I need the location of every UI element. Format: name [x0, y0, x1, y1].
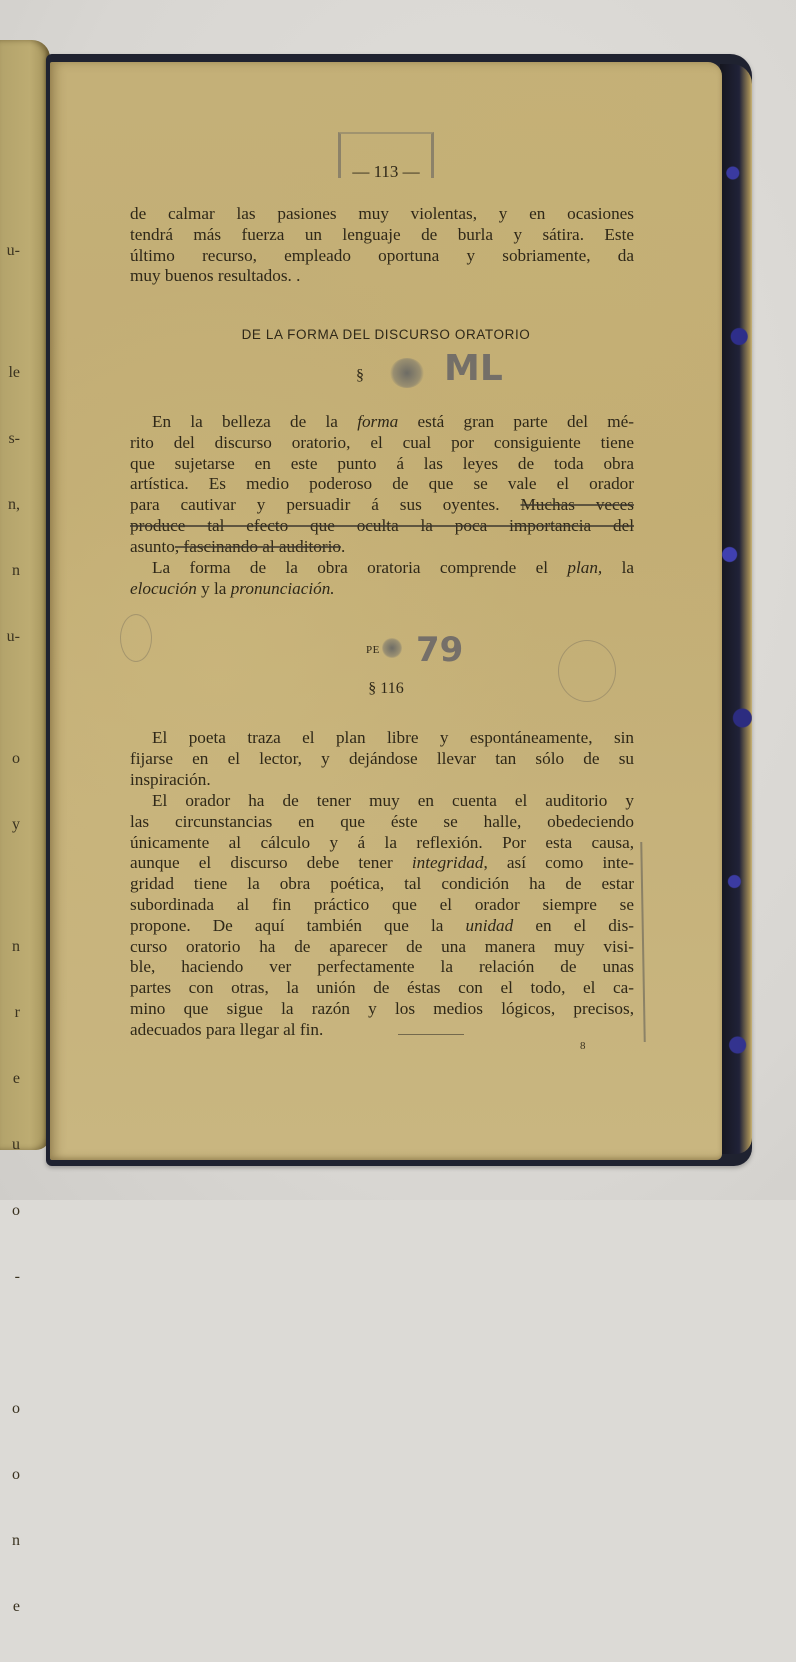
text-line: inspiración.	[130, 769, 211, 789]
text-line: La forma de la obra oratoria comprende el plan, la	[152, 558, 634, 577]
text-line: ble, haciendo ver perfectamente la relación de unas	[130, 957, 634, 977]
ink-blot	[382, 638, 402, 658]
paragraph-poeta	[130, 728, 634, 790]
text-line: artística. Es medio poderoso de que se vale el orador	[130, 474, 634, 494]
text-line: aunque el discurso debe tener integridad, así como inte-	[130, 853, 634, 873]
paragraph-plan	[130, 558, 634, 600]
text-line: subordinada al fin práctico que el orador siempre se	[130, 894, 634, 914]
text-line: propone. De aquí también que la unidad en el dis-	[130, 915, 634, 935]
left-page-text-fragments: u- le s- n, n u- o y n r e u o - o o n e	[6, 242, 20, 1615]
text-line: para cautivar y persuadir á sus oyentes. Muchas veces	[130, 495, 634, 515]
text-line: curso oratorio ha de aparecer de una manera muy visi-	[130, 936, 634, 956]
section-mark-115: §	[356, 367, 364, 384]
text-line: El orador ha de tener muy en cuenta el auditorio y	[152, 791, 634, 810]
text-line: El poeta traza el plan libre y espontáneamente, sin	[152, 728, 634, 747]
text-line: muy buenos resultados. .	[130, 266, 301, 286]
text-line: adecuados para llegar al fin.	[130, 1019, 324, 1039]
text-line: las circunstancias en que éste se halle, obedeciendo	[130, 811, 634, 831]
signature-mark: 8	[580, 1040, 586, 1052]
text-line: elocución y la pronunciación.	[130, 578, 335, 598]
text-line: gridad tiene la obra poética, tal condición ha de estar	[130, 874, 634, 894]
struck-text: , fascinando al auditorio	[174, 536, 341, 556]
page-number: — 113 —	[352, 162, 420, 181]
pencil-margin-line	[640, 842, 645, 1042]
library-stamp: PE	[366, 644, 380, 656]
text-line: mino que sigue la razón y los medios lógicos, precisos,	[130, 998, 634, 1018]
pencil-annotation-79: 79	[416, 630, 464, 670]
text-line: asunto, fascinando al auditorio.	[130, 536, 346, 556]
pencil-sketch-mark	[120, 614, 152, 662]
pencil-annotation-ml: ML	[444, 348, 503, 389]
text-line: únicamente al cálculo y á la reflexión. Por esta causa,	[130, 832, 634, 852]
paragraph-continued	[130, 204, 634, 287]
facing-page-left	[0, 40, 50, 1615]
text-line: fijarse en el lector, y dejándose llevar tan sólo de su	[130, 748, 634, 768]
text-line: último recurso, empleado oportuna y sobriamente, da	[130, 245, 634, 265]
text-line: partes con otras, la unión de éstas con el todo, el ca-	[130, 978, 634, 998]
section-heading: DE LA FORMA DEL DISCURSO ORATORIO	[241, 327, 531, 342]
text-line: En la belleza de la forma está gran parte del mé-	[152, 412, 634, 431]
paragraph-forma	[130, 412, 634, 558]
text-line: que sujetarse en este punto á las leyes de toda obra	[130, 453, 634, 473]
struck-text-line: produce tal efecto que oculta la poca importancia del	[130, 515, 634, 535]
pencil-end-rule	[398, 1034, 464, 1035]
text-line: tendrá más fuerza un lenguaje de burla y sátira. Este	[130, 224, 634, 244]
text-line: rito del discurso oratorio, el cual por consiguiente tiene	[130, 432, 634, 452]
struck-text: Muchas veces	[520, 495, 634, 515]
paragraph-orador	[130, 791, 634, 1041]
ink-blot-obscuring-number	[390, 358, 424, 388]
marbled-cover-edge	[720, 64, 752, 1154]
section-mark-116: § 116	[368, 680, 404, 697]
book-page-113	[50, 62, 722, 1160]
text-line: de calmar las pasiones muy violentas, y en ocasiones	[130, 204, 634, 223]
